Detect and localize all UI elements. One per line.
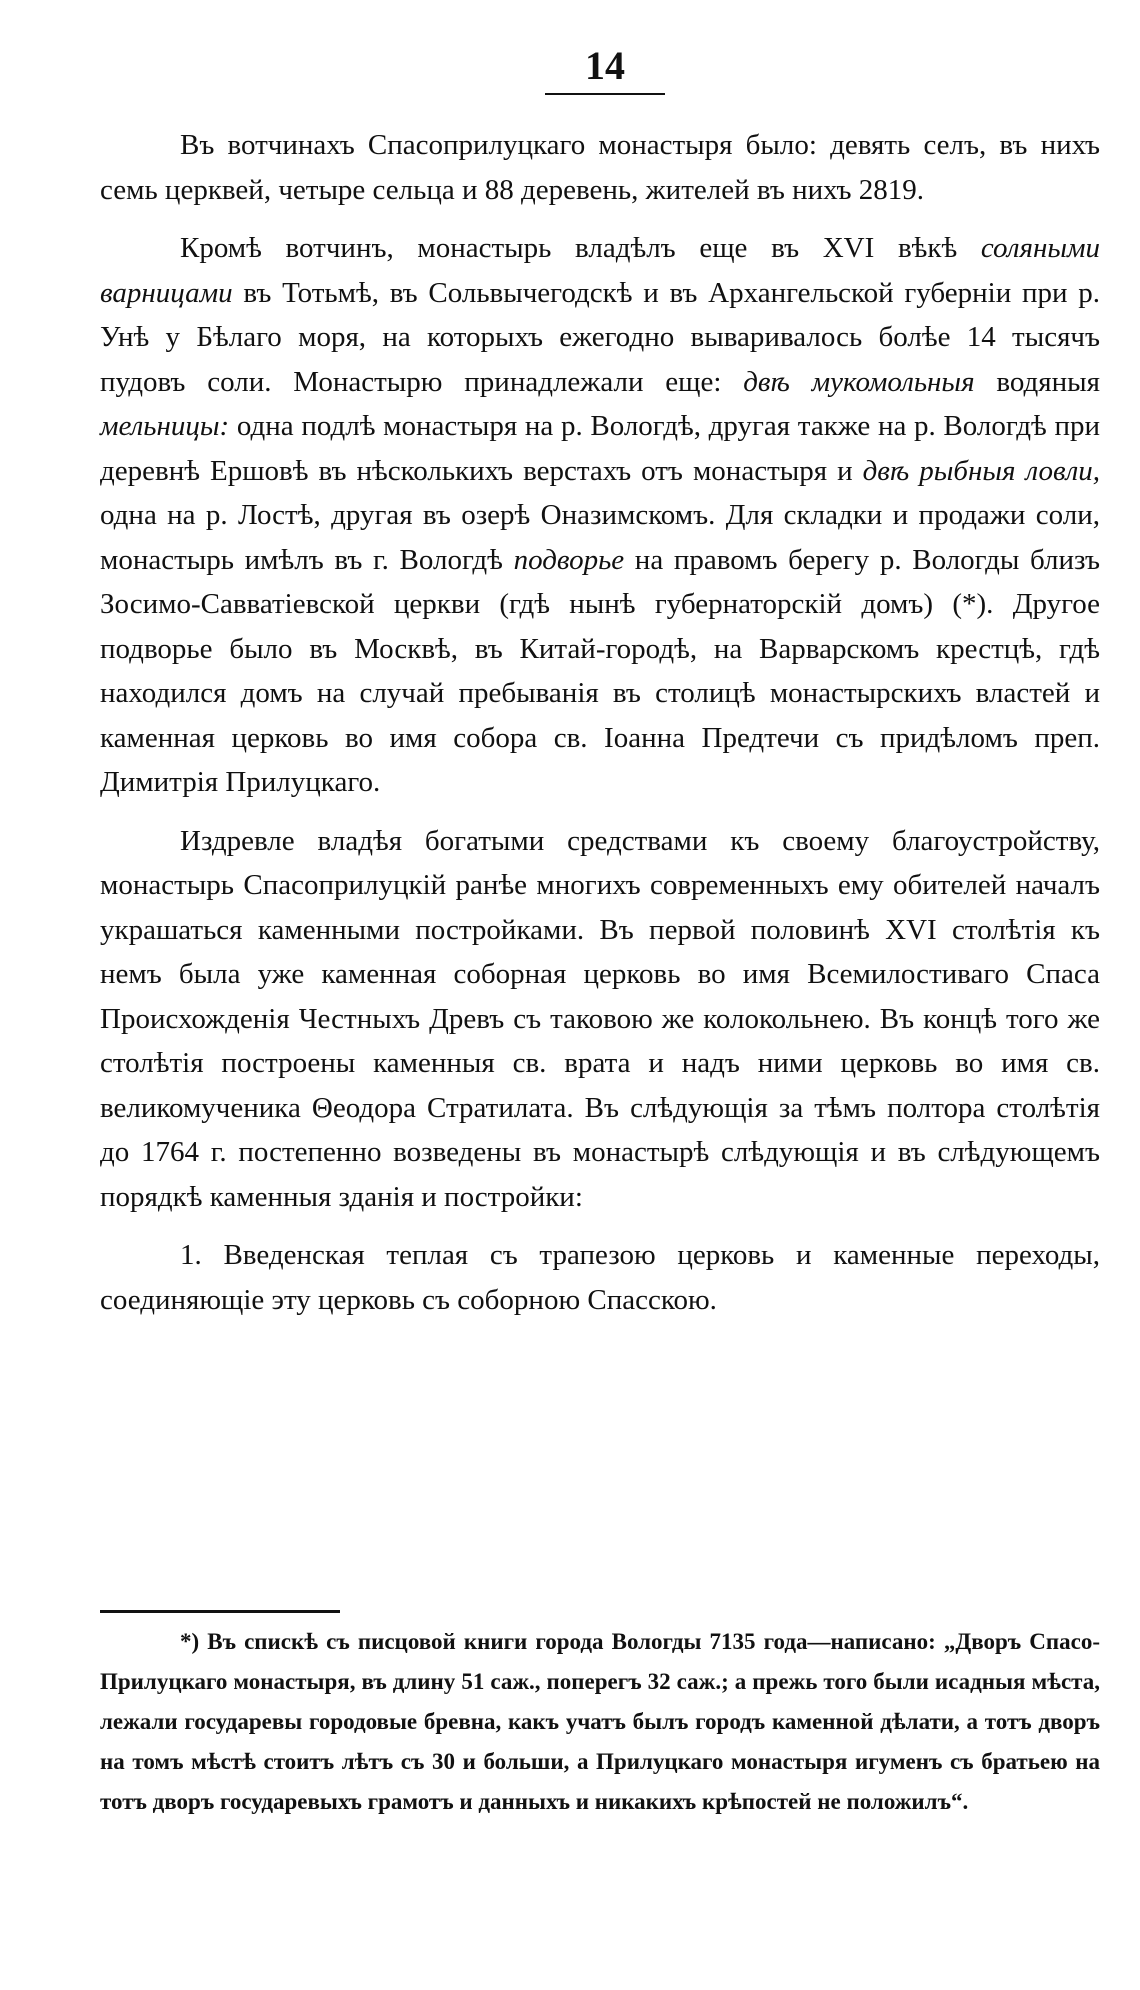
paragraph-2-text-f: на правомъ берегу р. Вологды близъ Зосимо-Савватіевской церкви (гдѣ нынѣ губернаторскій домъ) (*). Другое подворье было въ Москвѣ, въ Китай-городѣ, на Варварскомъ крестцѣ, гдѣ находился домъ на случай пребыванія въ столицѣ монастырскихъ властей и каменная церковь во имя собора св. Іоанна Предтечи съ придѣломъ преп. Димитрія Прилуцкаго. xyxy=(100,543,1100,798)
paragraph-4: 1. Введенская теплая съ трапезою церковь и каменные переходы, соединяющіе эту церковь съ соборною Спасскою. xyxy=(100,1239,1100,1316)
footnote: *) Въ спискѣ съ писцовой книги города Вологды 7135 года—написано: „Дворъ Спасо-Прилуцкаго монастыря, въ длину 51 саж., поперегъ 32 саж.; а прежь того были исадныя мѣста, лежали государевы городовые бревна, какъ учатъ былъ городъ каменной дѣлати, а тотъ дворъ на томъ мѣстѣ стоитъ лѣтъ съ 30 и больши, а Прилуцкаго монастыря игуменъ съ братьею на тотъ дворъ государевыхъ грамотъ и данныхъ и никакихъ крѣпостей не положилъ“. xyxy=(100,1629,1100,1814)
emphasis-mills: двѣ мукомольныя xyxy=(743,365,975,398)
emphasis-mills-2: мельницы: xyxy=(100,410,230,442)
paragraph-2 xyxy=(100,226,1100,805)
paragraph-2-text-a: Кромѣ вотчинъ, монастырь владѣлъ еще въ XVI вѣкѣ xyxy=(180,232,958,264)
footnote-rule xyxy=(100,1610,340,1613)
paragraph-2-text-b: въ Тотьмѣ, въ Сольвычегодскѣ и въ Архангельской губерніи при р. Унѣ у Бѣлаго моря, на которыхъ ежегодно вываривалось болѣе 14 тысячъ пудовъ соли. Монастырю принадлежали еще: xyxy=(100,276,1101,398)
page-number: 14 xyxy=(585,43,625,88)
paragraph-2-text-d: одна подлѣ монастыря на р. Вологдѣ, другая также на р. Вологдѣ при деревнѣ Ершовѣ въ нѣсколькихъ верстахъ отъ монастыря и xyxy=(100,410,1101,487)
emphasis-fisheries: двѣ рыбныя ловли, xyxy=(862,454,1101,487)
emphasis-podvorye: подворье xyxy=(513,543,625,576)
emphasis-salt-works: соляными варницами xyxy=(100,232,1100,309)
paragraph-3: Издревле владѣя богатыми средствами къ своему благоустройству, монастырь Спасоприлуцкій ранѣе многихъ современныхъ ему обителей началъ украшаться каменными постройками. Въ первой половинѣ XVI столѣтія къ немъ была уже каменная соборная церковь во имя Всемилостиваго Спаса Происхожденія Честныхъ Древъ съ таковою же колокольнею. Въ концѣ того же столѣтія построены каменныя св. врата и надъ ними церковь во имя св. великомученика Θеодора Стратилата. Въ слѣдующія за тѣмъ полтора столѣтія до 1764 г. постепенно возведены въ монастырѣ слѣдующія и въ слѣдующемъ порядкѣ каменныя зданія и постройки: xyxy=(100,824,1100,1213)
paragraph-2-text-c: водяныя xyxy=(996,365,1100,398)
page-number-rule xyxy=(545,93,665,95)
paragraph-2-text-e: одна на р. Лостѣ, другая въ озерѣ Оназимскомъ. Для складки и продажи соли, монастырь имѣлъ въ г. Вологдѣ xyxy=(100,499,1100,576)
book-page xyxy=(100,0,1100,1990)
paragraph-1: Въ вотчинахъ Спасоприлуцкаго монастыря было: девять селъ, въ нихъ семь церквей, четыре сельца и 88 деревень, жителей въ нихъ 2819. xyxy=(100,129,1100,206)
main-text xyxy=(100,123,1100,1336)
